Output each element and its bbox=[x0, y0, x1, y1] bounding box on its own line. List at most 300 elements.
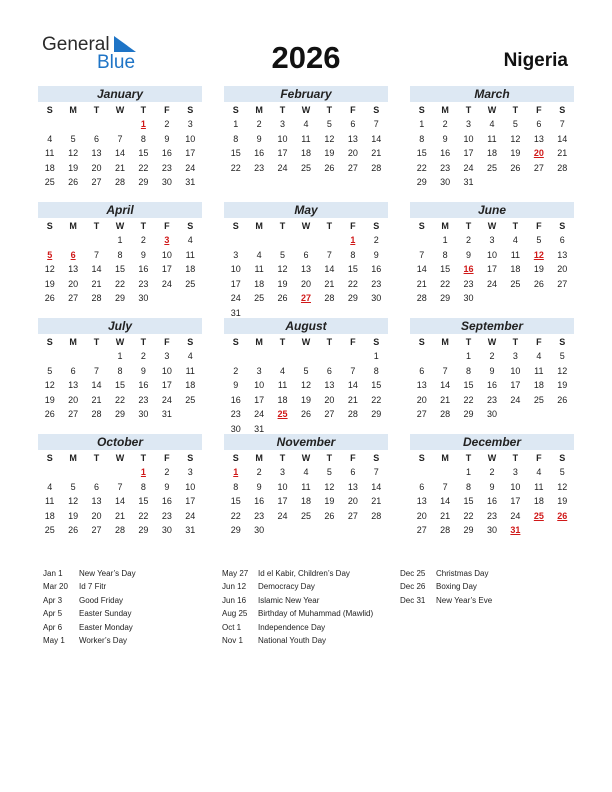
date-cell: 18 bbox=[185, 380, 196, 391]
date-cell: 12 bbox=[44, 380, 55, 391]
date-cell: 9 bbox=[140, 249, 146, 260]
date-cell: 18 bbox=[185, 264, 196, 275]
date-cell: 14 bbox=[114, 148, 125, 159]
date-cell: 11 bbox=[185, 365, 195, 376]
date-cell: 7 bbox=[350, 365, 356, 376]
weekday-label: W bbox=[487, 453, 497, 463]
date-cell bbox=[224, 233, 247, 248]
date-cell: 4 bbox=[280, 365, 286, 376]
weekday-label: W bbox=[115, 337, 125, 347]
date-cell: 12 bbox=[557, 481, 568, 492]
month-november bbox=[224, 434, 388, 538]
date-cell: 19 bbox=[44, 394, 55, 405]
date-cell: 15 bbox=[463, 496, 474, 507]
date-cell: 8 bbox=[419, 133, 425, 144]
week-row bbox=[38, 523, 202, 538]
date-cell: 27 bbox=[416, 525, 427, 536]
date-cell: 12 bbox=[68, 496, 79, 507]
date-cell: 30 bbox=[138, 409, 149, 420]
date-cell: 16 bbox=[161, 148, 172, 159]
logo-text-blue: Blue bbox=[97, 52, 136, 73]
week-row bbox=[38, 117, 202, 132]
date-cell: 16 bbox=[254, 496, 265, 507]
date-cell: 17 bbox=[510, 496, 521, 507]
weekday-label: T bbox=[279, 453, 286, 463]
week-row bbox=[410, 509, 574, 524]
date-cell: 12 bbox=[68, 148, 79, 159]
date-cell: 4 bbox=[47, 481, 53, 492]
weekday-label: T bbox=[512, 453, 519, 463]
holiday-list-item bbox=[400, 580, 492, 593]
date-cell: 5 bbox=[326, 119, 332, 129]
holiday-date: Jun 12 bbox=[222, 582, 247, 592]
date-cell: 2 bbox=[140, 235, 146, 245]
week-row bbox=[410, 523, 574, 538]
holiday-list-item bbox=[400, 594, 492, 607]
date-cell: 3 bbox=[256, 365, 262, 376]
date-cell: 19 bbox=[44, 278, 55, 289]
date-cell: 22 bbox=[371, 394, 382, 405]
date-cell: 18 bbox=[254, 278, 265, 289]
date-cell bbox=[504, 407, 527, 422]
date-cell: 29 bbox=[347, 293, 358, 304]
holiday-name: Id el Kabir, Children’s Day bbox=[258, 569, 350, 578]
date-cell: 23 bbox=[440, 162, 451, 173]
weekday-label: F bbox=[536, 453, 542, 463]
date-cell bbox=[551, 523, 574, 538]
date-cell: 11 bbox=[277, 380, 288, 391]
date-cell: 5 bbox=[280, 249, 286, 260]
holiday-name: Christmas Day bbox=[436, 569, 489, 578]
weekday-label: W bbox=[301, 337, 311, 347]
date-cell: 23 bbox=[371, 278, 382, 289]
date-cell: 20 bbox=[68, 278, 79, 289]
weekday-label: S bbox=[187, 453, 194, 463]
date-cell: 27 bbox=[347, 510, 358, 521]
date-cell: 14 bbox=[91, 264, 102, 275]
date-cell: 23 bbox=[230, 409, 241, 420]
weekday-label: T bbox=[279, 221, 286, 231]
date-cell: 28 bbox=[347, 409, 358, 420]
date-cell: 13 bbox=[557, 249, 568, 260]
date-cell: 2 bbox=[466, 235, 472, 245]
date-cell: 20 bbox=[416, 394, 427, 405]
weekday-header-row bbox=[224, 103, 388, 117]
holiday-name: Worker’s Day bbox=[79, 635, 128, 645]
date-cell: 28 bbox=[416, 293, 427, 304]
date-cell: 19 bbox=[277, 278, 288, 289]
holiday-date-cell: 25 bbox=[533, 510, 544, 521]
date-cell bbox=[294, 523, 317, 538]
date-cell: 29 bbox=[230, 525, 241, 536]
date-cell: 7 bbox=[373, 119, 379, 129]
date-cell: 8 bbox=[140, 133, 146, 144]
week-row bbox=[38, 509, 202, 524]
date-cell: 26 bbox=[557, 394, 568, 405]
date-cell: 24 bbox=[185, 162, 196, 173]
date-cell: 20 bbox=[416, 510, 427, 521]
date-cell: 30 bbox=[486, 409, 497, 420]
date-cell: 13 bbox=[68, 264, 79, 275]
holiday-date: Apr 3 bbox=[43, 595, 63, 605]
month-january bbox=[38, 86, 202, 190]
week-row bbox=[410, 480, 574, 495]
weekday-label: T bbox=[140, 221, 147, 231]
weekday-label: S bbox=[559, 453, 566, 463]
weekday-label: S bbox=[232, 105, 239, 115]
date-cell: 4 bbox=[256, 249, 262, 260]
holiday-list-item bbox=[222, 580, 373, 593]
date-cell: 7 bbox=[373, 467, 379, 477]
date-cell: 16 bbox=[138, 380, 149, 391]
date-cell: 18 bbox=[300, 496, 311, 507]
date-cell: 12 bbox=[557, 365, 568, 376]
date-cell: 29 bbox=[138, 177, 149, 188]
date-cell: 17 bbox=[486, 264, 497, 275]
weekday-label: T bbox=[512, 337, 519, 347]
holiday-date: May 27 bbox=[222, 569, 249, 578]
week-row bbox=[224, 277, 388, 292]
weekday-label: F bbox=[350, 337, 356, 347]
week-row bbox=[38, 494, 202, 509]
date-cell: 4 bbox=[303, 467, 309, 477]
date-cell: 19 bbox=[324, 148, 335, 159]
week-row bbox=[224, 146, 388, 161]
date-cell: 29 bbox=[138, 525, 149, 536]
date-cell: 31 bbox=[161, 409, 172, 420]
week-row bbox=[410, 349, 574, 364]
date-cell: 16 bbox=[486, 380, 497, 391]
date-cell: 5 bbox=[70, 481, 76, 492]
country-name: Nigeria bbox=[503, 50, 568, 71]
month-july bbox=[38, 318, 202, 422]
month-october bbox=[38, 434, 202, 538]
date-cell bbox=[480, 291, 503, 306]
date-cell: 16 bbox=[254, 148, 265, 159]
date-cell: 28 bbox=[371, 162, 382, 173]
week-row bbox=[224, 509, 388, 524]
holiday-date-cell: 27 bbox=[300, 293, 311, 304]
date-cell: 14 bbox=[440, 496, 451, 507]
weekday-label: T bbox=[93, 337, 100, 347]
date-cell: 3 bbox=[489, 235, 495, 245]
month-february bbox=[224, 86, 388, 175]
date-cell: 8 bbox=[373, 365, 379, 376]
weekday-label: W bbox=[115, 221, 125, 231]
date-cell: 6 bbox=[350, 467, 356, 477]
date-cell: 11 bbox=[45, 496, 55, 507]
holiday-date: Jun 16 bbox=[222, 595, 247, 605]
weekday-label: S bbox=[373, 337, 380, 347]
holiday-date: Nov 1 bbox=[222, 635, 243, 645]
date-cell bbox=[271, 523, 294, 538]
weekday-header-row bbox=[38, 335, 202, 349]
date-cell: 30 bbox=[371, 293, 382, 304]
date-cell: 30 bbox=[230, 423, 241, 434]
date-cell: 21 bbox=[91, 278, 102, 289]
date-cell: 24 bbox=[277, 510, 288, 521]
date-cell: 27 bbox=[347, 162, 358, 173]
date-cell: 21 bbox=[371, 496, 382, 507]
week-row bbox=[38, 262, 202, 277]
holiday-date: Dec 26 bbox=[400, 582, 426, 592]
date-cell: 3 bbox=[280, 119, 286, 129]
weekday-label: W bbox=[115, 453, 125, 463]
date-cell: 23 bbox=[254, 162, 265, 173]
date-cell: 9 bbox=[373, 249, 379, 260]
holiday-date: Dec 31 bbox=[400, 595, 426, 605]
weekday-label: M bbox=[69, 453, 77, 463]
week-row bbox=[224, 393, 388, 408]
date-cell: 17 bbox=[230, 278, 241, 289]
weekday-label: S bbox=[46, 221, 53, 231]
date-cell: 19 bbox=[68, 162, 79, 173]
weekday-label: F bbox=[536, 337, 542, 347]
date-cell: 19 bbox=[68, 510, 79, 521]
weekday-label: S bbox=[46, 337, 53, 347]
date-cell: 26 bbox=[44, 409, 55, 420]
date-cell: 20 bbox=[557, 264, 568, 275]
date-cell: 4 bbox=[47, 133, 53, 144]
date-cell: 10 bbox=[277, 481, 288, 492]
weekday-label: M bbox=[69, 105, 77, 115]
weekday-label: S bbox=[418, 337, 425, 347]
date-cell bbox=[85, 465, 108, 480]
weekday-label: S bbox=[187, 105, 194, 115]
weekday-label: F bbox=[164, 337, 170, 347]
date-cell: 4 bbox=[512, 235, 518, 245]
weekday-label: S bbox=[232, 221, 239, 231]
date-cell: 11 bbox=[185, 249, 195, 260]
date-cell: 15 bbox=[371, 380, 382, 391]
weekday-header-row bbox=[224, 335, 388, 349]
date-cell bbox=[108, 465, 131, 480]
weekday-label: F bbox=[536, 105, 542, 115]
date-cell: 25 bbox=[44, 525, 55, 536]
holiday-date: Jan 1 bbox=[43, 569, 63, 578]
month-title: February bbox=[224, 86, 388, 102]
date-cell: 11 bbox=[301, 481, 311, 492]
date-cell: 8 bbox=[350, 249, 356, 260]
holiday-date-cell: 1 bbox=[350, 235, 356, 245]
weekday-label: M bbox=[255, 221, 263, 231]
date-cell: 3 bbox=[512, 467, 518, 477]
date-cell bbox=[179, 291, 202, 306]
date-cell: 24 bbox=[510, 394, 521, 405]
date-cell: 23 bbox=[138, 394, 149, 405]
date-cell bbox=[318, 349, 341, 364]
holiday-list-item bbox=[43, 594, 136, 607]
date-cell: 17 bbox=[277, 148, 288, 159]
month-title: May bbox=[224, 202, 388, 218]
date-cell: 8 bbox=[233, 133, 239, 144]
date-cell: 20 bbox=[347, 148, 358, 159]
date-cell: 11 bbox=[487, 133, 497, 144]
date-cell bbox=[410, 233, 433, 248]
weekday-label: T bbox=[465, 453, 472, 463]
date-cell: 28 bbox=[557, 162, 568, 173]
date-cell: 13 bbox=[533, 133, 544, 144]
date-cell: 3 bbox=[187, 119, 193, 129]
date-cell: 5 bbox=[512, 119, 518, 129]
date-cell: 30 bbox=[161, 525, 172, 536]
date-cell: 10 bbox=[510, 365, 521, 376]
date-cell: 16 bbox=[371, 264, 382, 275]
calendar-header bbox=[0, 0, 612, 80]
date-cell: 5 bbox=[47, 365, 53, 376]
date-cell: 27 bbox=[324, 409, 335, 420]
holiday-date: Aug 25 bbox=[222, 609, 248, 619]
date-cell bbox=[341, 349, 364, 364]
holiday-name: Democracy Day bbox=[258, 582, 315, 592]
date-cell: 25 bbox=[486, 162, 497, 173]
date-cell: 9 bbox=[256, 133, 262, 144]
date-cell: 10 bbox=[230, 264, 241, 275]
date-cell: 26 bbox=[68, 177, 79, 188]
date-cell: 30 bbox=[463, 293, 474, 304]
week-row bbox=[224, 378, 388, 393]
week-row bbox=[410, 117, 574, 132]
date-cell: 20 bbox=[91, 510, 102, 521]
month-title: July bbox=[38, 318, 202, 334]
week-row bbox=[410, 291, 574, 306]
date-cell: 14 bbox=[114, 496, 125, 507]
date-cell: 21 bbox=[324, 278, 335, 289]
weekday-label: M bbox=[69, 221, 77, 231]
date-cell: 25 bbox=[254, 293, 265, 304]
holiday-date-cell: 3 bbox=[164, 235, 170, 245]
holiday-date-cell: 20 bbox=[533, 148, 544, 159]
holiday-list-col-3 bbox=[400, 567, 492, 607]
weekday-label: W bbox=[487, 105, 497, 115]
date-cell: 24 bbox=[254, 409, 265, 420]
weekday-label: W bbox=[301, 221, 311, 231]
date-cell: 11 bbox=[45, 148, 55, 159]
date-cell: 26 bbox=[533, 278, 544, 289]
week-row bbox=[38, 248, 202, 263]
date-cell: 10 bbox=[277, 133, 288, 144]
date-cell: 7 bbox=[442, 481, 448, 492]
date-cell: 24 bbox=[161, 278, 172, 289]
weekday-label: F bbox=[536, 221, 542, 231]
date-cell: 17 bbox=[161, 380, 172, 391]
date-cell: 11 bbox=[534, 365, 544, 376]
month-december bbox=[410, 434, 574, 538]
date-cell: 15 bbox=[138, 148, 149, 159]
date-cell: 21 bbox=[440, 510, 451, 521]
holiday-date: Apr 5 bbox=[43, 609, 63, 619]
date-cell: 22 bbox=[138, 510, 149, 521]
weekday-label: S bbox=[559, 221, 566, 231]
date-cell: 14 bbox=[371, 481, 382, 492]
weekday-label: M bbox=[441, 453, 449, 463]
weekday-label: S bbox=[373, 221, 380, 231]
date-cell: 18 bbox=[510, 264, 521, 275]
date-cell: 2 bbox=[442, 119, 448, 129]
date-cell: 1 bbox=[419, 119, 425, 129]
date-cell: 3 bbox=[466, 119, 472, 129]
weekday-label: S bbox=[46, 105, 53, 115]
date-cell: 17 bbox=[185, 496, 196, 507]
date-cell: 13 bbox=[300, 264, 311, 275]
date-cell: 24 bbox=[185, 510, 196, 521]
date-cell: 28 bbox=[440, 525, 451, 536]
date-cell: 14 bbox=[371, 133, 382, 144]
date-cell: 6 bbox=[94, 133, 100, 144]
date-cell: 28 bbox=[114, 525, 125, 536]
weekday-header-row bbox=[38, 219, 202, 233]
date-cell bbox=[551, 407, 574, 422]
weekday-label: W bbox=[301, 105, 311, 115]
date-cell: 27 bbox=[68, 409, 79, 420]
date-cell: 26 bbox=[68, 525, 79, 536]
date-cell: 16 bbox=[138, 264, 149, 275]
logo-text-general: General bbox=[42, 34, 110, 55]
holiday-name: Boxing Day bbox=[436, 582, 477, 592]
date-cell: 13 bbox=[347, 481, 358, 492]
date-cell: 14 bbox=[557, 133, 568, 144]
week-row bbox=[38, 233, 202, 248]
date-cell: 13 bbox=[416, 496, 427, 507]
weekday-label: T bbox=[326, 453, 333, 463]
holiday-list-item bbox=[222, 567, 373, 580]
date-cell bbox=[108, 117, 131, 132]
date-cell: 21 bbox=[114, 510, 125, 521]
date-cell: 15 bbox=[138, 496, 149, 507]
date-cell: 17 bbox=[463, 148, 474, 159]
date-cell: 29 bbox=[371, 409, 382, 420]
date-cell: 13 bbox=[416, 380, 427, 391]
date-cell: 29 bbox=[114, 409, 125, 420]
date-cell bbox=[318, 233, 341, 248]
date-cell bbox=[410, 349, 433, 364]
date-cell: 29 bbox=[114, 293, 125, 304]
date-cell: 6 bbox=[536, 119, 542, 129]
date-cell: 1 bbox=[442, 235, 448, 245]
date-cell: 15 bbox=[440, 264, 451, 275]
date-cell bbox=[85, 117, 108, 132]
date-cell: 2 bbox=[233, 365, 239, 376]
week-row bbox=[224, 494, 388, 509]
month-title: January bbox=[38, 86, 202, 102]
date-cell: 24 bbox=[230, 293, 241, 304]
week-row bbox=[224, 248, 388, 263]
date-cell: 5 bbox=[536, 235, 542, 245]
date-cell: 3 bbox=[187, 467, 193, 477]
date-cell: 4 bbox=[187, 235, 193, 245]
week-row bbox=[38, 146, 202, 161]
date-cell: 13 bbox=[347, 133, 358, 144]
week-row bbox=[38, 364, 202, 379]
date-cell bbox=[61, 465, 84, 480]
date-cell: 12 bbox=[510, 133, 521, 144]
date-cell bbox=[85, 349, 108, 364]
date-cell: 8 bbox=[117, 249, 123, 260]
week-row bbox=[224, 233, 388, 248]
date-cell: 10 bbox=[486, 249, 497, 260]
date-cell: 18 bbox=[44, 510, 55, 521]
week-row bbox=[38, 407, 202, 422]
date-cell: 15 bbox=[114, 264, 125, 275]
date-cell: 25 bbox=[510, 278, 521, 289]
week-row bbox=[410, 248, 574, 263]
weekday-header-row bbox=[38, 451, 202, 465]
date-cell: 6 bbox=[419, 481, 425, 492]
date-cell bbox=[247, 349, 270, 364]
date-cell: 20 bbox=[324, 394, 335, 405]
date-cell: 10 bbox=[161, 365, 172, 376]
weekday-label: T bbox=[512, 221, 519, 231]
